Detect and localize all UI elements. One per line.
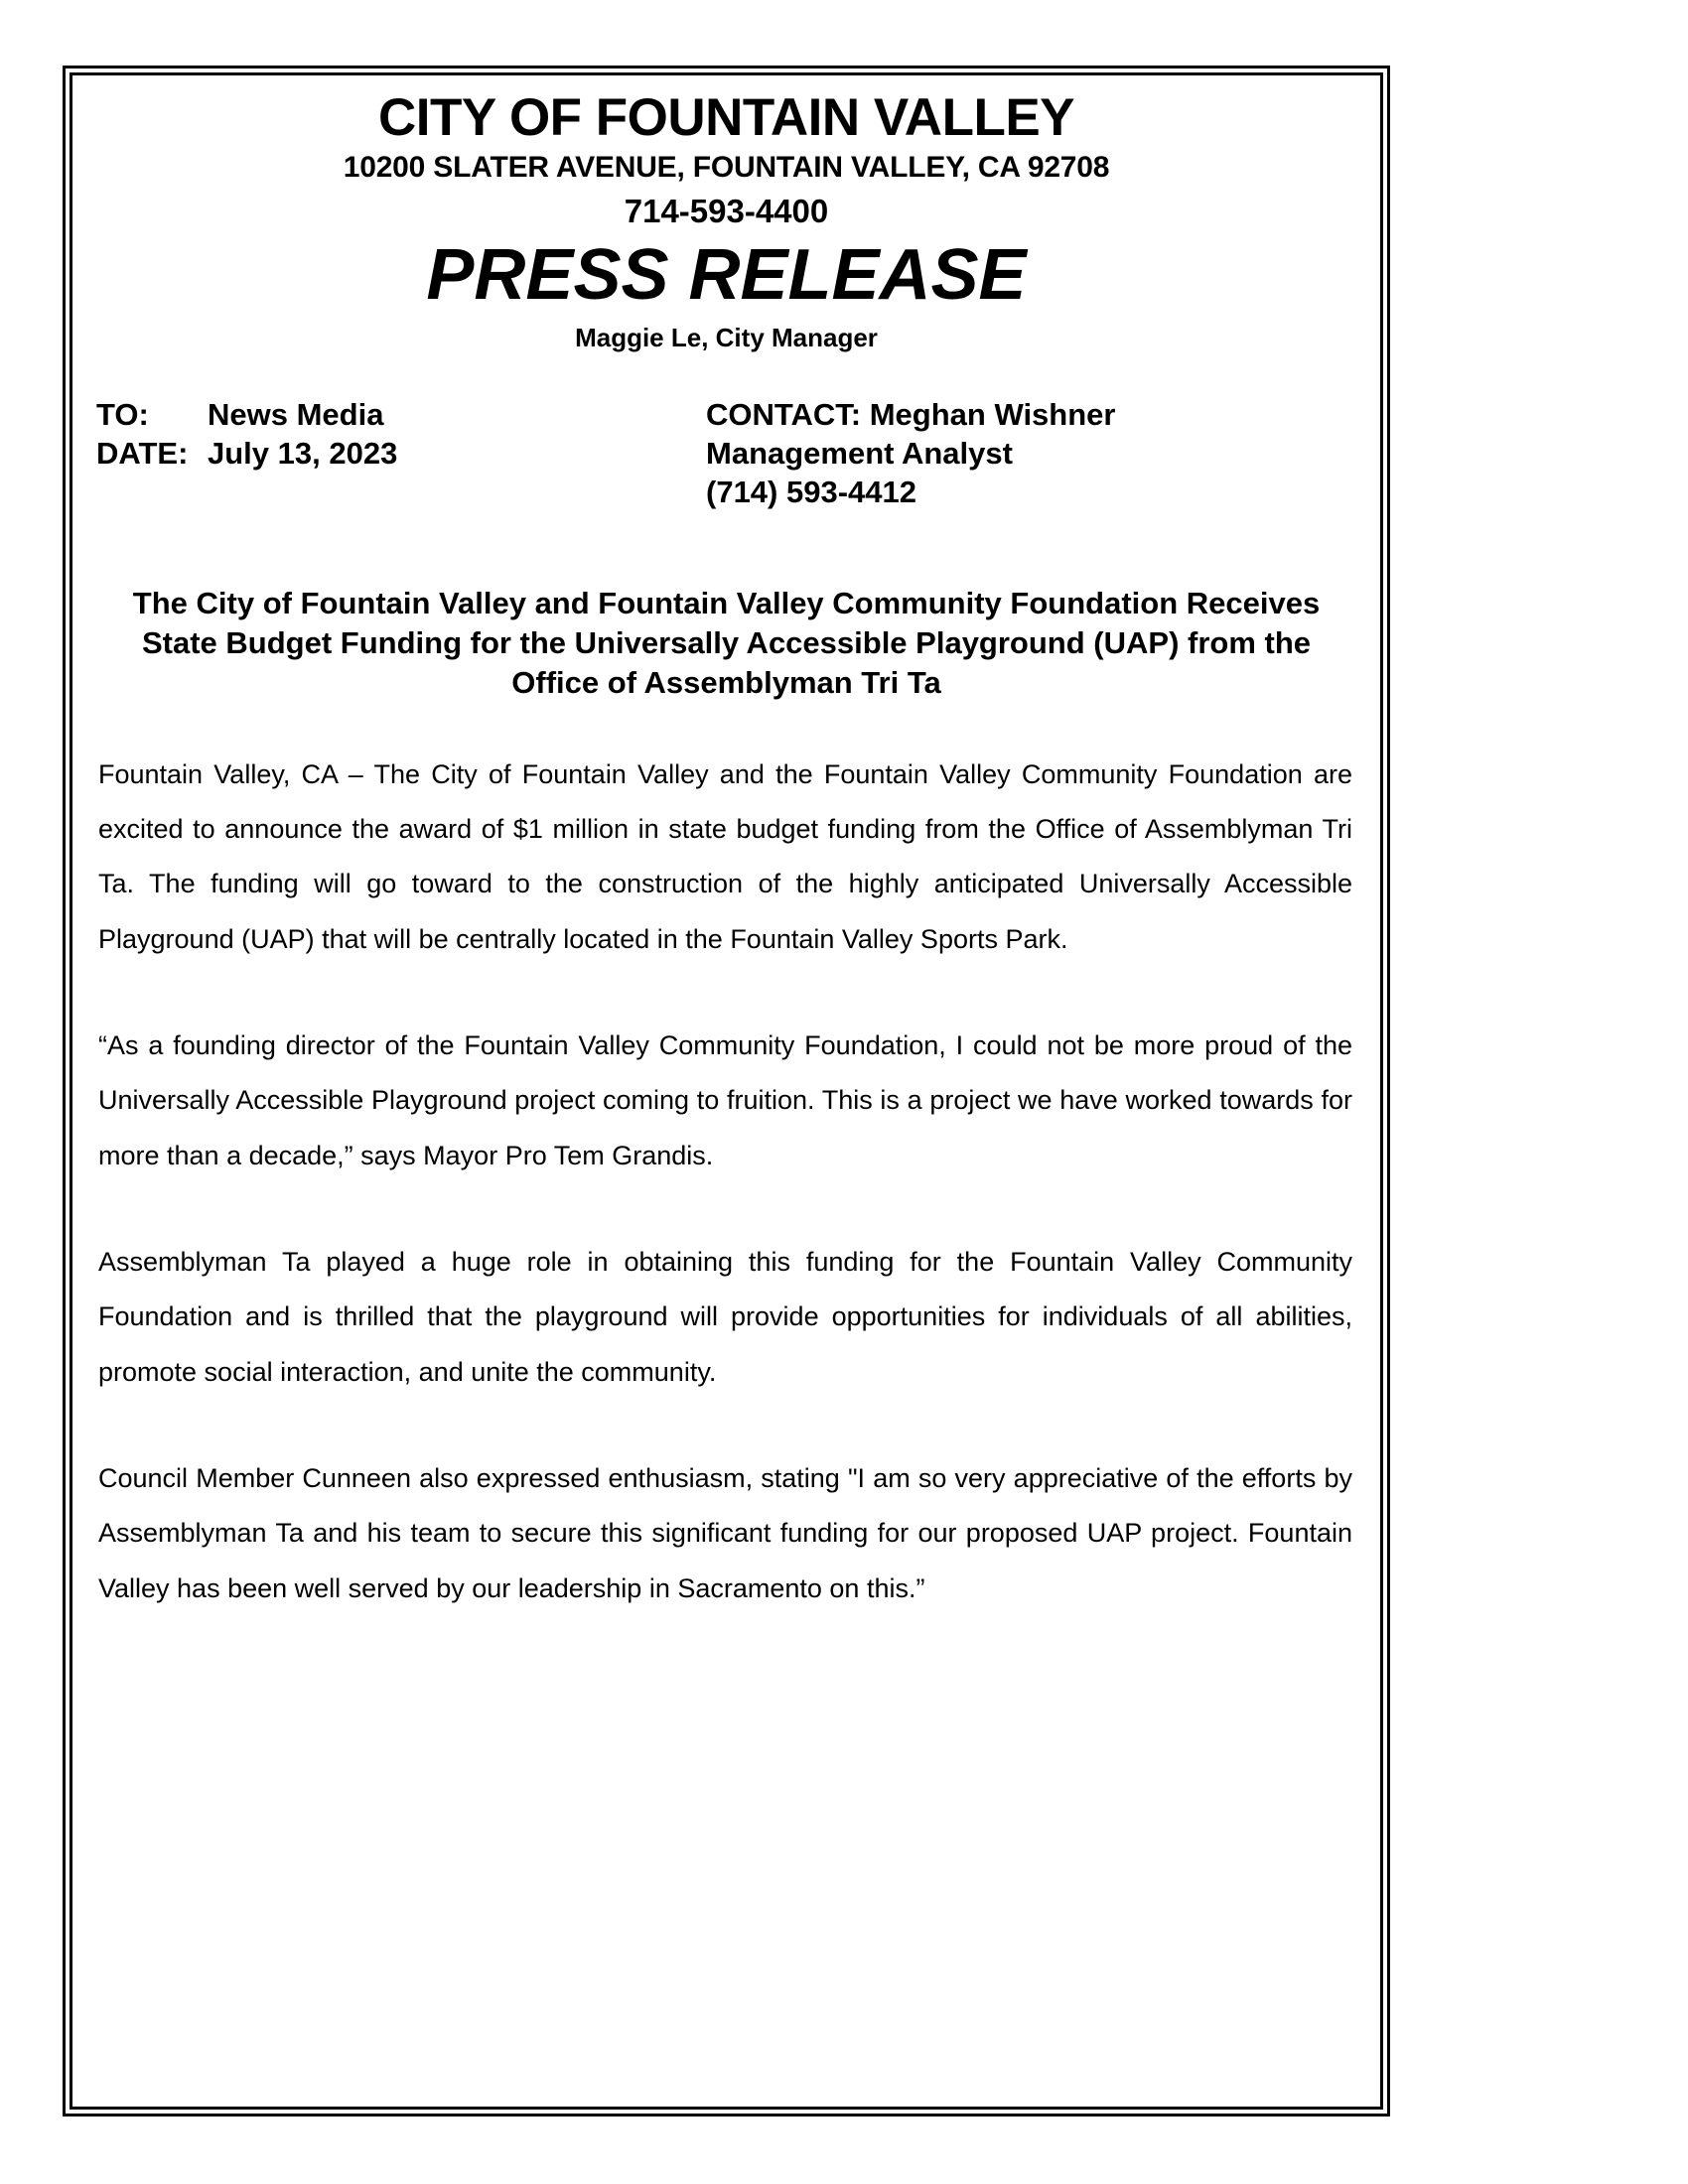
meta-row-to [96, 395, 692, 434]
meta-left-column [96, 395, 692, 512]
body-paragraph: Fountain Valley, CA – The City of Fountain Valley and the Fountain Valley Community Foundation are excited to announce the award of $1 million in state budget funding from the Office of Assemblyman Tri Ta. The funding will go toward to the construction of the highly anticipated Universally Accessible Playground (UAP) that will be centrally located in the Fountain Valley Sports Park. [98, 758, 1352, 954]
contact-phone: (714) 593-4412 [706, 475, 916, 510]
city-manager-line: Maggie Le, City Manager [575, 322, 878, 352]
meta-row-date [96, 434, 692, 473]
masthead [96, 89, 1356, 355]
body-paragraph: “As a founding director of the Fountain Valley Community Foundation, I could not be more proud of the Universally Accessible Playground project coming to fruition. This is a project we have worked towards for more than a decade,” says Mayor Pro Tem Grandis. [98, 1029, 1352, 1170]
city-phone: 714-593-4400 [624, 193, 829, 230]
city-address: 10200 SLATER AVENUE, FOUNTAIN VALLEY, CA 92708 [343, 151, 1110, 185]
document-border-inner [70, 72, 1383, 2110]
city-name: CITY OF FOUNTAIN VALLEY [377, 88, 1075, 147]
headline: The City of Fountain Valley and Fountain Valley Community Foundation Receives State Budget Funding for the Universally Accessible Playground (UAP) from the Office of Assemblyman Tri Ta [132, 585, 1321, 701]
document-content [72, 75, 1380, 2107]
press-release-title: PRESS RELEASE [426, 235, 1027, 316]
date-label: DATE: [96, 435, 189, 471]
meta-right-column [692, 395, 1356, 512]
meta-block [96, 395, 1356, 512]
to-value: News Media [208, 396, 384, 432]
body-copy [96, 748, 1356, 1616]
contact-name-line: CONTACT: Meghan Wishner [706, 396, 1116, 432]
document-border-outer [63, 66, 1390, 2116]
contact-title: Management Analyst [706, 435, 1013, 471]
date-value: July 13, 2023 [208, 435, 398, 471]
body-paragraph: Council Member Cunneen also expressed enthusiasm, stating "I am so very appreciative of the efforts by Assemblyman Ta and his team to secure this significant funding for our proposed UAP project. Fountain Valley has been well served by our leadership in Sacramento on this.” [98, 1463, 1352, 1603]
body-paragraph: Assemblyman Ta played a huge role in obtaining this funding for the Fountain Valley Community Foundation and is thrilled that the playground will provide opportunities for individuals of all abilities, promote social interaction, and unite the community. [98, 1246, 1352, 1387]
to-label: TO: [96, 396, 149, 432]
